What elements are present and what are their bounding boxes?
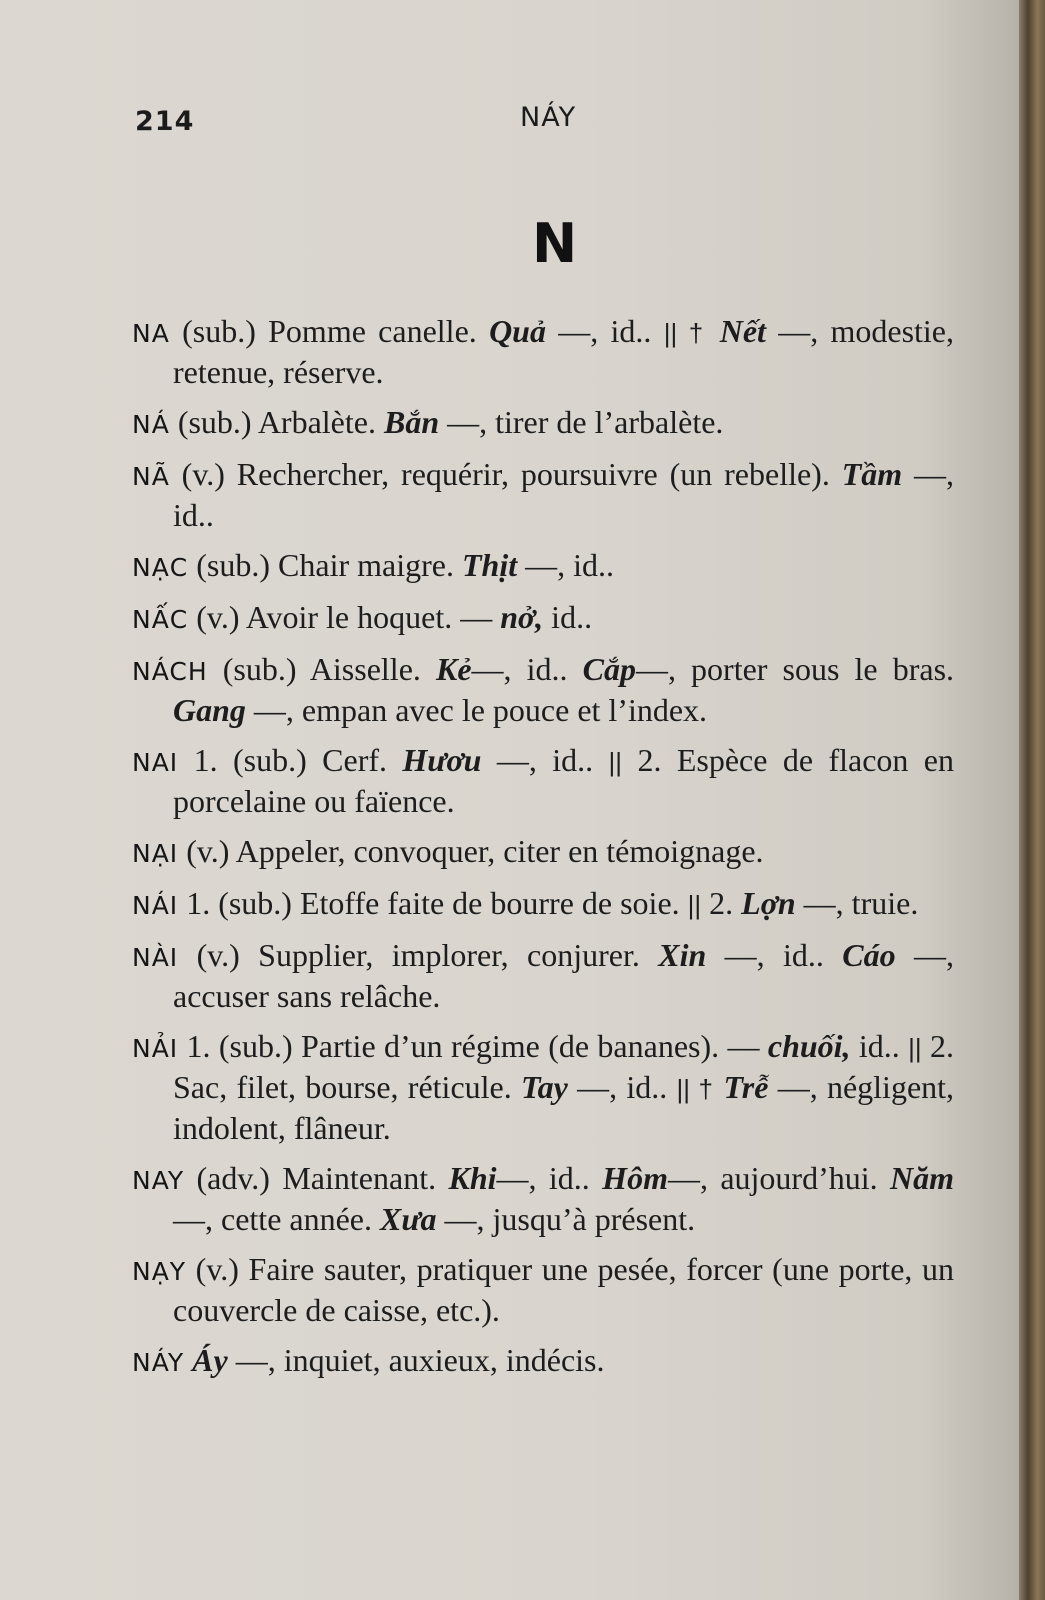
entry-headword: NẠC bbox=[132, 553, 189, 582]
vietnamese-term: Lợn bbox=[741, 885, 796, 921]
definition-text: —, négligent, indolent, flâneur. bbox=[173, 1069, 955, 1146]
dictionary-entry bbox=[132, 1250, 954, 1330]
dictionary-entry bbox=[132, 598, 954, 639]
definition-text: 2. Sac, filet, bourse, réticule. bbox=[173, 1028, 955, 1105]
definition-text: 1. (sub.) Partie d’un régime (de bananes). — bbox=[178, 1028, 768, 1064]
entry-headword: NÁ bbox=[132, 410, 170, 439]
dictionary-entry bbox=[132, 312, 954, 392]
vietnamese-term: Nết bbox=[719, 313, 766, 349]
dictionary-entry bbox=[132, 884, 954, 925]
entry-definition bbox=[173, 742, 954, 819]
definition-text: —, id.. bbox=[471, 651, 583, 687]
definition-text: —, id.. bbox=[481, 742, 609, 778]
vietnamese-term: Hôm bbox=[602, 1160, 668, 1196]
sense-separator: || † bbox=[676, 1074, 715, 1104]
definition-text: (v.) Rechercher, requérir, poursuivre (un rebelle). bbox=[169, 456, 842, 492]
dictionary-entry bbox=[132, 832, 954, 873]
definition-text: —, id.. bbox=[545, 313, 664, 349]
definition-text: (v.) Appeler, convoquer, citer en témoignage. bbox=[178, 833, 764, 869]
vietnamese-term: Tay bbox=[521, 1069, 568, 1105]
vietnamese-term: Quả bbox=[489, 313, 546, 349]
vietnamese-term: Xin bbox=[658, 937, 707, 973]
definition-text bbox=[184, 1342, 192, 1378]
sense-separator: || † bbox=[663, 318, 708, 348]
vietnamese-term: chuối, bbox=[767, 1028, 851, 1064]
definition-text: —, id.. bbox=[173, 456, 955, 533]
vietnamese-term: Cáo bbox=[842, 937, 896, 973]
vietnamese-term: Trễ bbox=[723, 1069, 769, 1105]
dictionary-entry bbox=[132, 455, 954, 535]
definition-text: —, id.. bbox=[517, 547, 614, 583]
entry-definition bbox=[188, 599, 592, 635]
entry-definition bbox=[184, 1342, 604, 1378]
definition-text: —, id.. bbox=[496, 1160, 603, 1196]
dictionary-entry bbox=[132, 1027, 954, 1148]
definition-text: 1. (sub.) Etoffe faite de bourre de soie. bbox=[178, 885, 688, 921]
definition-text: (adv.) Maintenant. bbox=[184, 1160, 449, 1196]
vietnamese-term: Thịt bbox=[461, 547, 518, 583]
entry-headword: NẠY bbox=[132, 1257, 187, 1286]
entry-definition bbox=[170, 313, 954, 390]
entry-definition bbox=[173, 1028, 954, 1146]
definition-text: —, porter sous le bras. bbox=[635, 651, 955, 687]
entry-definition bbox=[178, 885, 918, 921]
sense-separator: || bbox=[687, 890, 702, 920]
vietnamese-term: nở, bbox=[500, 599, 544, 635]
dictionary-entry bbox=[132, 650, 954, 730]
definition-text: —, modestie, retenue, réserve. bbox=[173, 313, 955, 390]
definition-text: —, inquiet, auxieux, indécis. bbox=[227, 1342, 605, 1378]
entry-definition bbox=[173, 1160, 954, 1237]
entry-definition bbox=[173, 651, 954, 728]
vietnamese-term: Bắn bbox=[383, 404, 440, 440]
book-spine-edge bbox=[1019, 0, 1045, 1600]
definition-text: (sub.) Arbalète. bbox=[169, 404, 384, 440]
definition-text: —, aujourd’hui. bbox=[667, 1160, 891, 1196]
definition-text: (sub.) Chair maigre. bbox=[188, 547, 462, 583]
definition-text bbox=[707, 313, 719, 349]
entry-headword: NẤC bbox=[132, 605, 189, 634]
running-head: NÁY bbox=[520, 102, 577, 133]
vietnamese-term: Kẻ bbox=[435, 651, 472, 687]
entry-definition bbox=[170, 456, 954, 533]
dictionary-entry bbox=[132, 403, 954, 444]
entry-headword: NAI bbox=[132, 748, 179, 777]
definition-text: —, id.. bbox=[706, 937, 843, 973]
sense-separator: || bbox=[908, 1033, 922, 1063]
entry-headword: NÁY bbox=[132, 1348, 185, 1377]
vietnamese-term: Hươu bbox=[402, 742, 482, 778]
entry-headword: NÁI bbox=[132, 891, 179, 920]
vietnamese-term: Cắp bbox=[582, 651, 636, 687]
dictionary-entry bbox=[132, 741, 954, 821]
definition-text: —, tirer de l’arbalète. bbox=[439, 404, 724, 440]
definition-text: 2. bbox=[701, 885, 742, 921]
dictionary-entry bbox=[132, 936, 954, 1016]
vietnamese-term: Áy bbox=[192, 1342, 228, 1378]
entry-definition bbox=[173, 937, 954, 1014]
definition-text: —, empan avec le pouce et l’index. bbox=[245, 692, 708, 728]
definition-text: id.. bbox=[543, 599, 593, 635]
entry-headword: NÁCH bbox=[132, 657, 208, 686]
entry-headword: NÀI bbox=[132, 943, 179, 972]
vietnamese-term: Xưa bbox=[380, 1201, 437, 1237]
entry-definition bbox=[170, 404, 724, 440]
section-letter: N bbox=[532, 212, 578, 275]
entry-headword: NÃ bbox=[132, 462, 170, 491]
definition-text: —, truie. bbox=[795, 885, 919, 921]
definition-text: —, jusqu’à présent. bbox=[436, 1201, 696, 1237]
definition-text: id.. bbox=[850, 1028, 909, 1064]
page-number: 214 bbox=[135, 106, 195, 137]
vietnamese-term: Năm bbox=[890, 1160, 955, 1196]
dictionary-entries bbox=[132, 312, 954, 1393]
vietnamese-term: Gang bbox=[173, 692, 246, 728]
entry-headword: NẢI bbox=[132, 1034, 179, 1063]
definition-text: —, accuser sans relâche. bbox=[173, 937, 955, 1014]
entry-definition bbox=[188, 547, 614, 583]
definition-text: —, cette année. bbox=[173, 1201, 380, 1237]
vietnamese-term: Tầm bbox=[841, 456, 903, 492]
vietnamese-term: Khi bbox=[448, 1160, 497, 1196]
definition-text: —, id.. bbox=[567, 1069, 677, 1105]
definition-text: 2. Espèce de flacon en porcelaine ou faïence. bbox=[173, 742, 955, 819]
entry-definition bbox=[178, 833, 763, 869]
entry-headword: NA bbox=[132, 319, 170, 348]
definition-text: (v.) Avoir le hoquet. — bbox=[188, 599, 501, 635]
dictionary-entry bbox=[132, 1341, 954, 1382]
definition-text: (sub.) Pomme canelle. bbox=[169, 313, 490, 349]
entry-headword: NAY bbox=[132, 1166, 185, 1195]
definition-text: (v.) Supplier, implorer, conjurer. bbox=[178, 937, 659, 973]
definition-text: (sub.) Aisselle. bbox=[207, 651, 436, 687]
sense-separator: || bbox=[608, 747, 623, 777]
definition-text: (v.) Faire sauter, pratiquer une pesée, forcer (une porte, un couvercle de caisse, etc.). bbox=[173, 1251, 954, 1328]
entry-definition bbox=[173, 1251, 954, 1328]
entry-headword: NẠI bbox=[132, 839, 179, 868]
dictionary-entry bbox=[132, 1159, 954, 1239]
definition-text: 1. (sub.) Cerf. bbox=[178, 742, 403, 778]
dictionary-entry bbox=[132, 546, 954, 587]
